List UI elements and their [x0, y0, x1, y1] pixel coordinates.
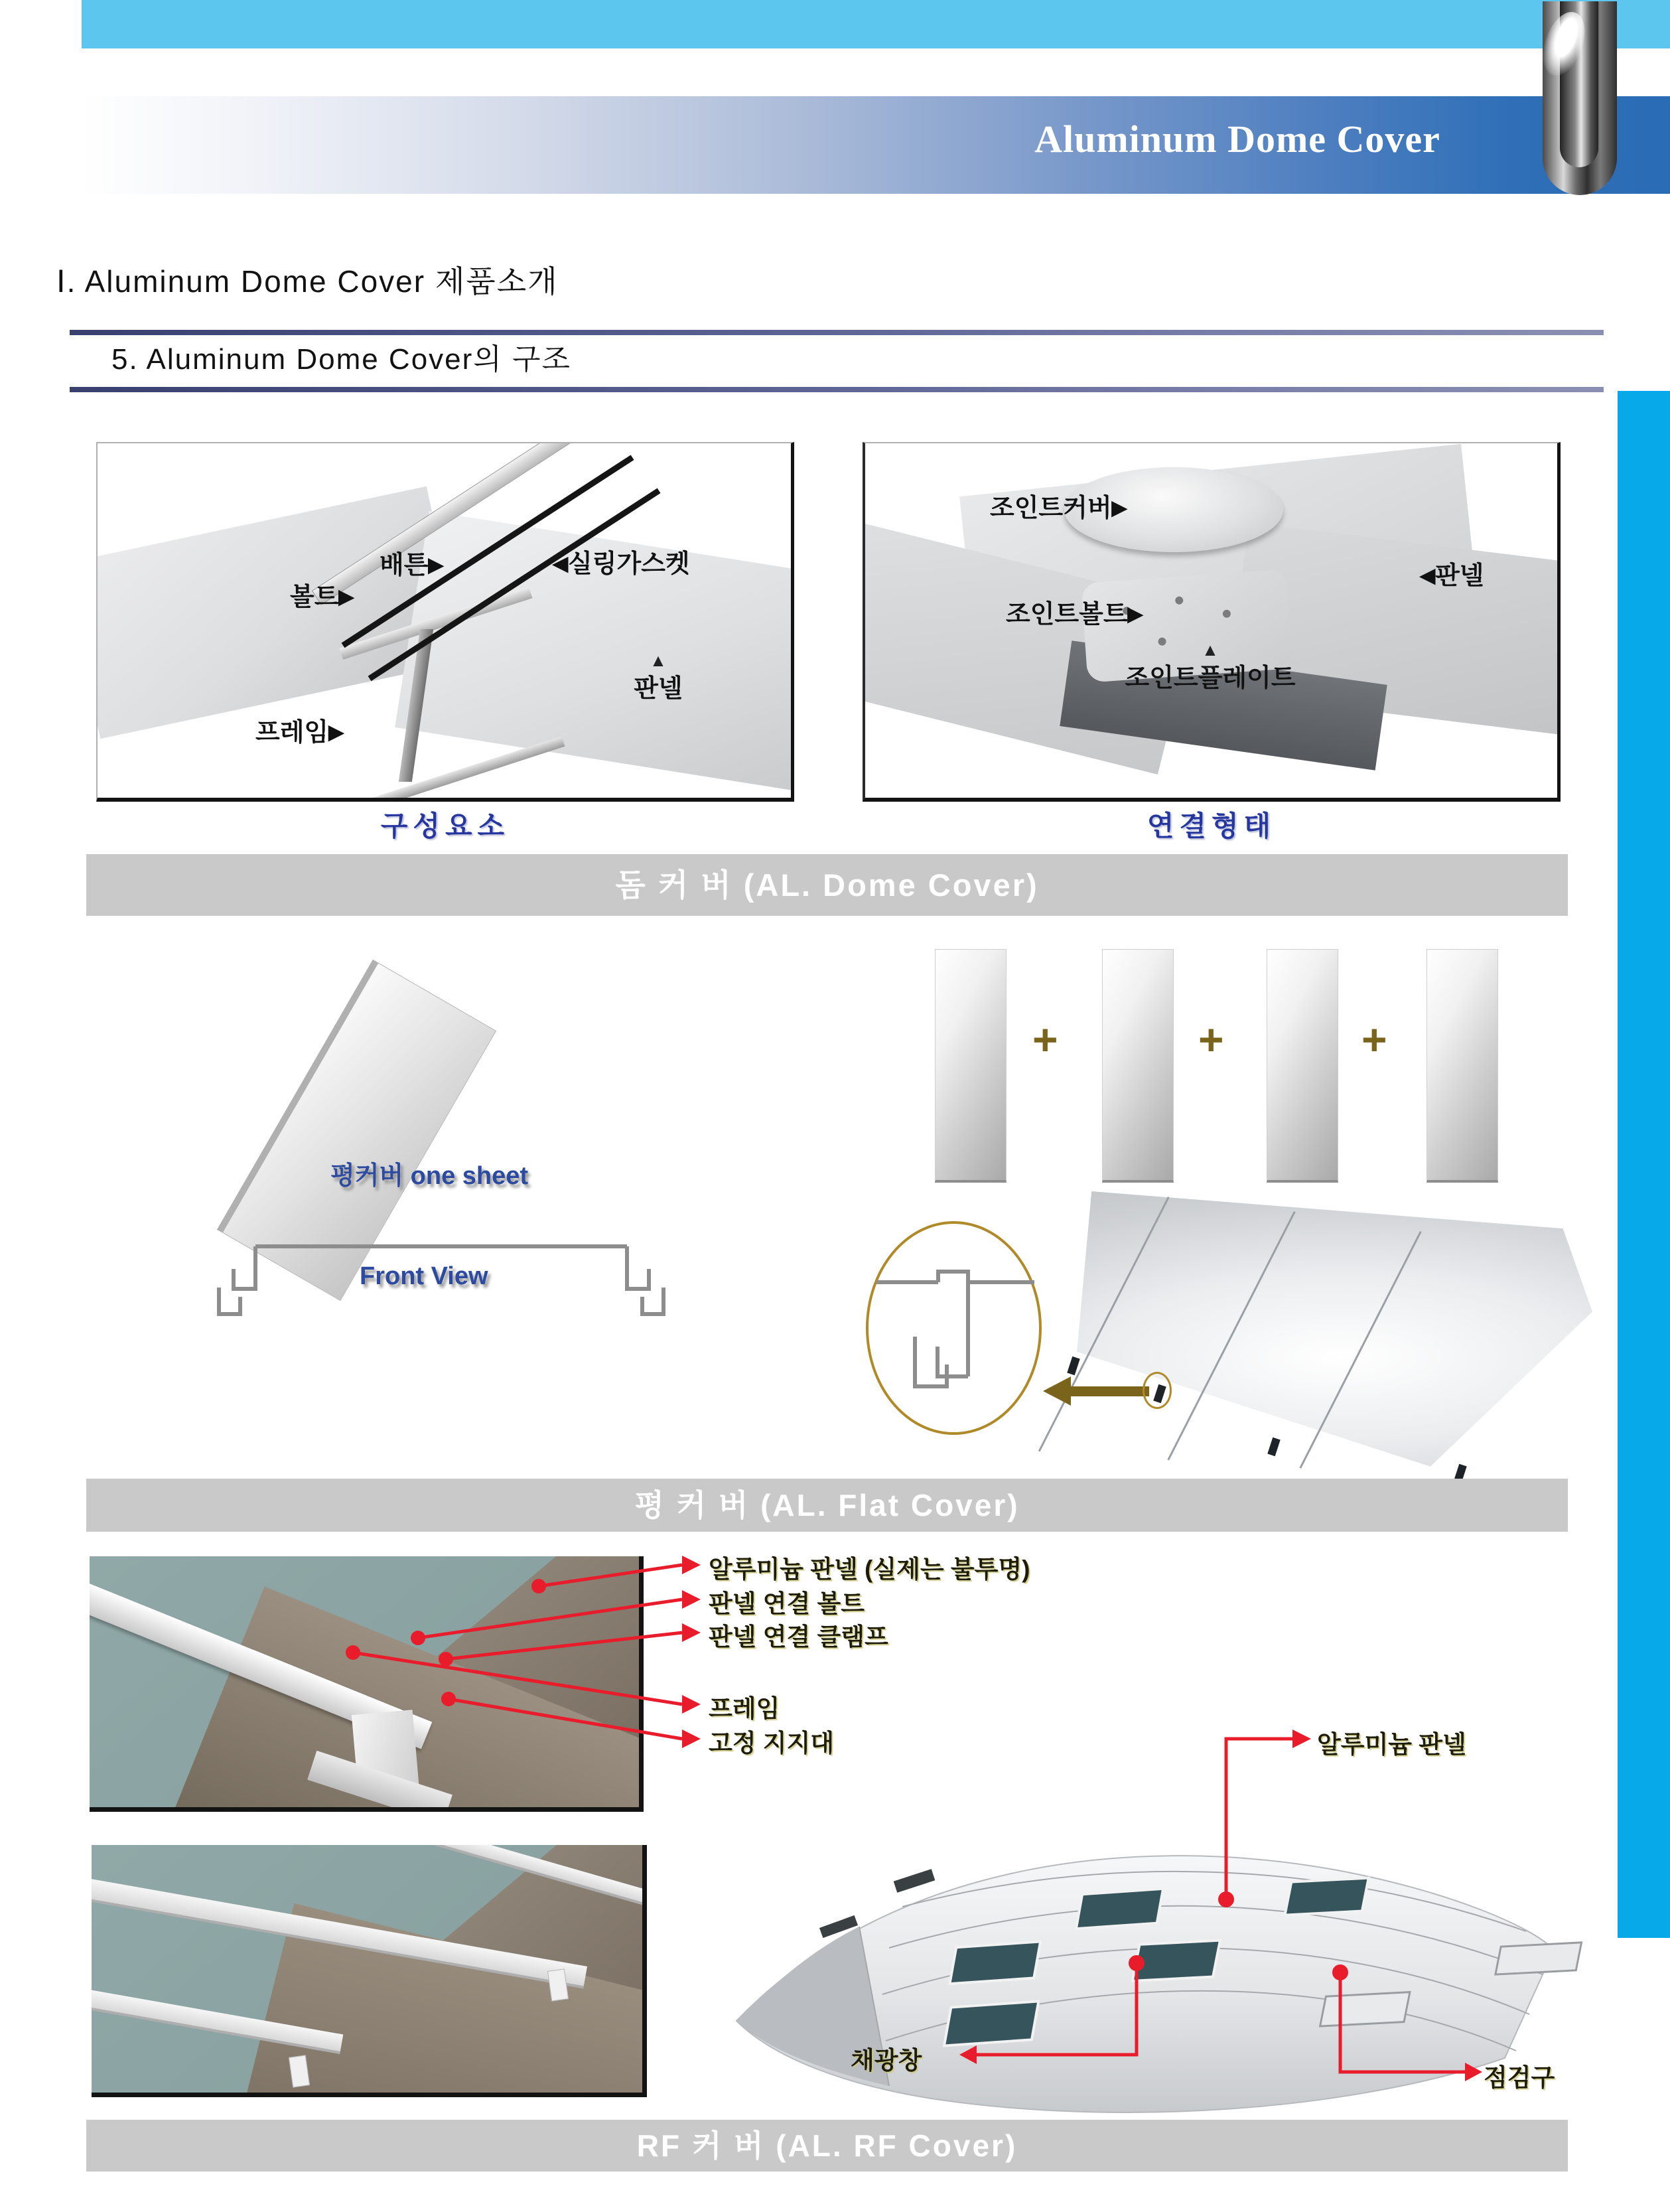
banner-rf-cover: RF 커 버 (AL. RF Cover) — [86, 2120, 1568, 2172]
section-title: 5. Aluminum Dome Cover의 구조 — [111, 343, 572, 376]
arrow-right-icon: ▶ — [428, 554, 444, 576]
label-panel: ▲ 판넬 — [622, 653, 695, 704]
rf-cover-illustration — [683, 1795, 1599, 2130]
label-panel-clamp: 판넬 연결 클램프 — [709, 1623, 888, 1651]
component-diagram-caption: 구성요소 — [380, 810, 510, 842]
header-top-bar — [82, 0, 1670, 48]
arrow-up-icon: ▲ — [1202, 640, 1219, 660]
flat-panel-1 — [935, 949, 1007, 1183]
arrow-up-icon: ▲ — [650, 650, 667, 670]
divider-top — [70, 330, 1604, 335]
joint-diagram-box — [863, 442, 1561, 802]
cyan-side-bar — [1618, 391, 1670, 1938]
chapter-title: Ⅰ. Aluminum Dome Cover 제품소개 — [56, 264, 559, 299]
magnify-arrow-icon — [1070, 1386, 1149, 1396]
plus-sign: + — [1032, 1015, 1058, 1064]
arrow-left-icon: ◀ — [1420, 565, 1436, 587]
page-title: Aluminum Dome Cover — [1034, 117, 1440, 161]
label-batten: 배튼▶ — [380, 552, 444, 579]
banner-dome-cover: 돔 커 버 (AL. Dome Cover) — [86, 854, 1568, 916]
divider-bottom — [70, 387, 1604, 392]
front-view-label: Front View — [360, 1262, 488, 1290]
j-profile-detail-drawing — [869, 1224, 1039, 1432]
label-frame: 프레임 — [709, 1695, 780, 1722]
arrow-right-icon: ▶ — [338, 586, 354, 608]
label-bolt: 볼트▶ — [290, 583, 354, 611]
frame-clamp-photo — [90, 1556, 644, 1812]
component-diagram-box — [96, 442, 794, 802]
label-joint-plate: ▲ 조인트플레이트 — [1091, 642, 1330, 694]
label-alum-panel-note: 알루미늄 판넬 (실제는 불투명) — [709, 1556, 1030, 1583]
label-joint-bolt: 조인트볼트▶ — [1006, 601, 1143, 628]
label-support: 고정 지지대 — [709, 1730, 834, 1757]
arrow-right-icon: ▶ — [1127, 603, 1143, 625]
label-frame: 프레임▶ — [255, 719, 344, 747]
label-panel: ◀판넬 — [1420, 562, 1484, 590]
arrow-right-icon: ▶ — [328, 721, 344, 743]
panel-clip — [1267, 1438, 1280, 1456]
magnify-arrow-icon — [1043, 1376, 1071, 1406]
frame-bar — [296, 1845, 647, 1915]
label-rf-hatch: 점검구 — [1484, 2064, 1555, 2091]
arrow-right-icon: ▶ — [1111, 497, 1127, 519]
clip-highlight-circle — [1143, 1372, 1172, 1409]
arrow-left-icon: ◀ — [553, 553, 569, 575]
assembled-flat-cover-illustration — [856, 1191, 1592, 1478]
flat-panel-2 — [1102, 949, 1174, 1183]
metal-u-icon — [1543, 1, 1617, 195]
label-rf-skylight: 채광창 — [851, 2047, 922, 2074]
label-joint-cover: 조인트커버▶ — [990, 494, 1127, 522]
one-sheet-label: 평커버 one sheet — [330, 1162, 529, 1190]
joint-diagram-caption: 연결형태 — [1147, 810, 1277, 842]
flat-panel-3 — [1267, 949, 1338, 1183]
plus-sign: + — [1361, 1015, 1387, 1064]
plus-sign: + — [1198, 1015, 1224, 1064]
label-panel-bolt: 판넬 연결 볼트 — [709, 1590, 865, 1617]
label-gasket: ◀실링가스켓 — [553, 550, 690, 578]
label-rf-alum-panel: 알루미늄 판넬 — [1317, 1731, 1466, 1758]
flat-panel-4 — [1426, 949, 1498, 1183]
frame-grid-photo — [92, 1845, 647, 2097]
frame-illustration — [354, 736, 565, 802]
banner-flat-cover: 평 커 버 (AL. Flat Cover) — [86, 1479, 1568, 1532]
magnifier-ellipse — [866, 1221, 1042, 1435]
